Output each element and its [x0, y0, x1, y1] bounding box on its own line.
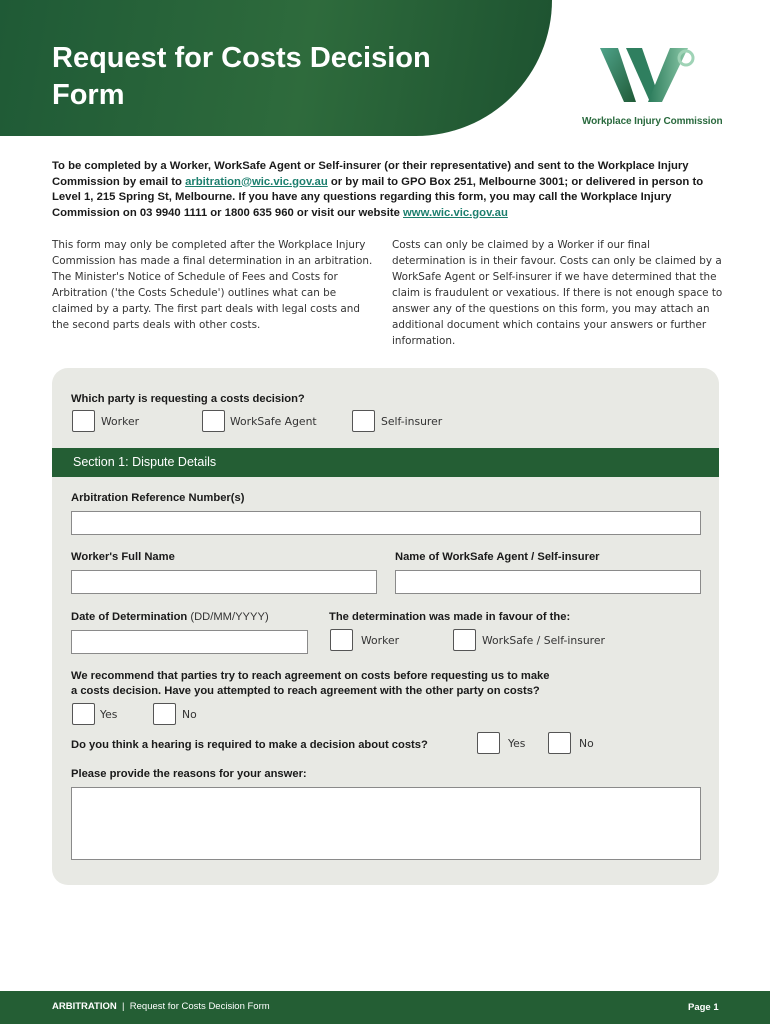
- logo-text: Workplace Injury Commission: [582, 116, 723, 127]
- hearing-no-checkbox[interactable]: [548, 732, 571, 754]
- footer-form-title: Request for Costs Decision Form: [129, 1001, 270, 1012]
- wic-logo-icon: [596, 44, 700, 106]
- favour-worksafe-label: WorkSafe / Self-insurer: [482, 634, 605, 647]
- favour-worker-label: Worker: [361, 634, 400, 647]
- party-question: Which party is requesting a costs decision?: [71, 393, 305, 405]
- agreement-yes-checkbox[interactable]: [72, 703, 95, 725]
- agreement-yes-label: Yes: [100, 708, 118, 721]
- section-1-header: [52, 448, 719, 477]
- intro-text-2: or by mail to GPO Box 251, Melbourne 3001; or delivered in person to Level 1, 215 Spring St, Melbourne. If you have any questions regarding this form, you may call the Workplace Injury Commission on 03 9940 1111 or 1800 635 960 or visit our website: [52, 175, 704, 219]
- date-label-text: Date of Determination: [71, 611, 188, 623]
- party-worksafe-agent-label: WorkSafe Agent: [230, 415, 317, 428]
- party-self-insurer-label: Self-insurer: [381, 415, 443, 428]
- footer-section-label: ARBITRATION: [52, 1001, 117, 1012]
- footer-left: [52, 1001, 270, 1012]
- page-number: Page 1: [688, 1002, 719, 1013]
- footer: [0, 991, 770, 1024]
- arbitration-ref-input[interactable]: [71, 511, 701, 535]
- worker-name-input[interactable]: [71, 570, 377, 594]
- party-worker-checkbox[interactable]: [72, 410, 95, 432]
- agreement-no-label: No: [182, 708, 197, 721]
- favour-label: The determination was made in favour of the:: [329, 611, 571, 623]
- favour-worker-checkbox[interactable]: [330, 629, 353, 651]
- worker-name-label: Worker's Full Name: [71, 551, 175, 563]
- hearing-question: Do you think a hearing is required to make a decision about costs?: [71, 739, 428, 751]
- date-input[interactable]: [71, 630, 308, 654]
- info-column-left: This form may only be completed after the Workplace Injury Commission has made a final determination in an arbitration. The Minister's Notice of Schedule of Fees and Costs for Arbitration ('the Costs Schedule') outlines what can be claimed by a party. The first part deals with legal costs and the second parts deals with other costs.: [52, 239, 373, 331]
- favour-worksafe-checkbox[interactable]: [453, 629, 476, 651]
- info-column-right: Costs can only be claimed by a Worker if our final determination is in their favour. Costs can only be claimed by a WorkSafe Agent or Self-insurer if we have determined that the claim is fraudulent or vexatious. If there is not enough space to answer any of the questions on this form, you may attach an additional document which contains your answers or further information.: [392, 239, 723, 347]
- agent-name-label: Name of WorkSafe Agent / Self-insurer: [395, 551, 600, 563]
- website-link[interactable]: www.wic.vic.gov.au: [403, 206, 508, 219]
- reasons-label: Please provide the reasons for your answer:: [71, 768, 307, 780]
- party-worksafe-agent-checkbox[interactable]: [202, 410, 225, 432]
- hearing-yes-checkbox[interactable]: [477, 732, 500, 754]
- intro-text-1: To be completed by a Worker, WorkSafe Agent or Self-insurer (or their representative) and sent to the Workplace Injury Commission by email to: [52, 160, 689, 188]
- agreement-question-line2: a costs decision. Have you attempted to reach agreement with the other party on costs?: [71, 685, 540, 697]
- agreement-question-line1: We recommend that parties try to reach agreement on costs before requesting us to make: [71, 670, 550, 682]
- arbitration-ref-label: Arbitration Reference Number(s): [71, 492, 245, 504]
- footer-separator: |: [116, 1001, 130, 1012]
- hearing-no-label: No: [579, 737, 594, 750]
- email-link[interactable]: arbitration@wic.vic.gov.au: [185, 175, 328, 188]
- date-label: [71, 611, 269, 623]
- party-worker-label: Worker: [101, 415, 140, 428]
- agent-name-input[interactable]: [395, 570, 701, 594]
- reasons-textarea[interactable]: [71, 787, 701, 860]
- intro-paragraph: [52, 159, 722, 221]
- party-self-insurer-checkbox[interactable]: [352, 410, 375, 432]
- agreement-no-checkbox[interactable]: [153, 703, 176, 725]
- section-1-title: Section 1: Dispute Details: [73, 455, 217, 469]
- page-title: Request for Costs Decision Form: [52, 42, 431, 111]
- date-format-hint: (DD/MM/YYYY): [187, 611, 269, 623]
- hearing-yes-label: Yes: [508, 737, 526, 750]
